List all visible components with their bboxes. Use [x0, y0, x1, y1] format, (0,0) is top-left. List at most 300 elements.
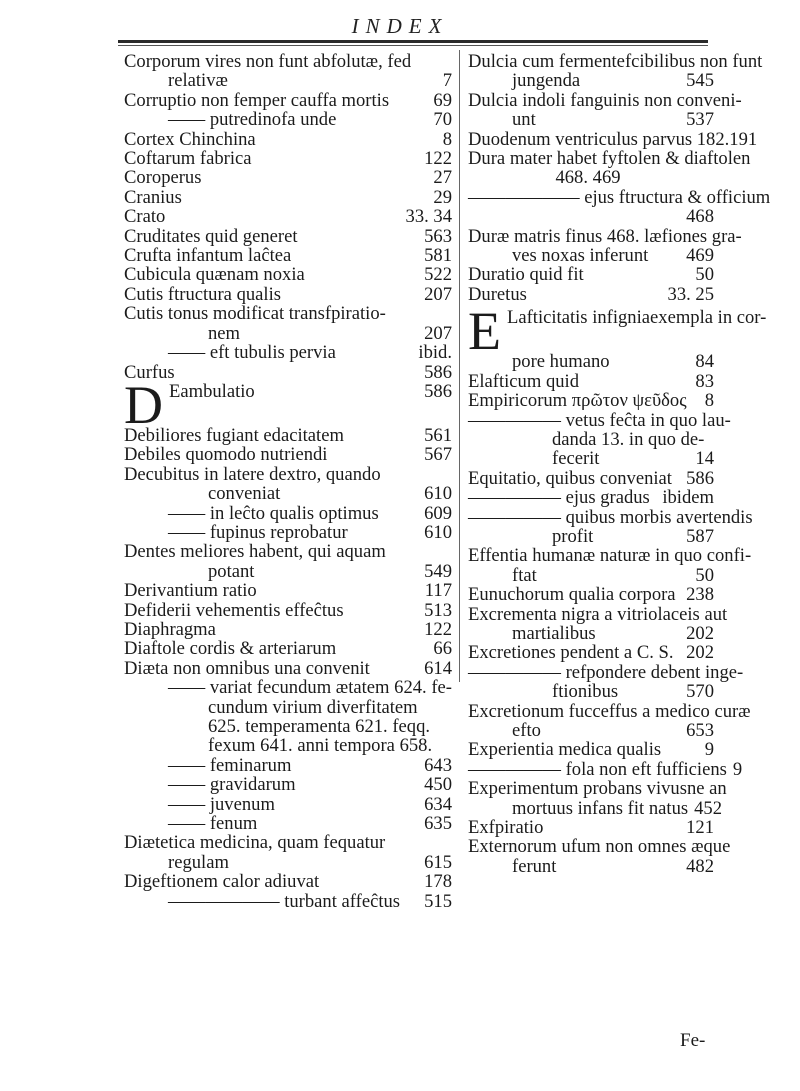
index-term: [512, 246, 648, 265]
index-term-text: Cruditates quid generet: [124, 225, 298, 247]
index-term-text: Eunuchorum qualia corpora: [468, 584, 676, 606]
index-term: [512, 721, 541, 740]
index-term: [124, 130, 256, 149]
page-reference: 33. 34: [405, 206, 452, 228]
index-term-text: jungenda: [512, 70, 581, 92]
index-entry: [468, 661, 744, 683]
index-term-text: Elafticum quid: [468, 370, 580, 392]
index-term: [168, 853, 229, 872]
index-entry: [124, 363, 452, 382]
page-reference: 610: [424, 521, 452, 543]
index-entry: [124, 601, 452, 620]
index-term-text: Eambulatio: [169, 380, 255, 402]
index-entry: [468, 566, 714, 585]
index-term-text: Excretionum fucceffus a medico curæ: [468, 700, 751, 722]
index-term-text: —— fupinus reprobatur: [168, 521, 348, 543]
page-reference: 468: [686, 206, 714, 228]
index-entry: [124, 246, 452, 265]
index-term-text: Experimentum probans vivusne an: [468, 778, 727, 800]
index-term-text: Cortex Chinchina: [124, 128, 256, 150]
page-reference: 615: [424, 851, 452, 873]
page-reference: 587: [686, 525, 714, 547]
index-term: [124, 639, 336, 658]
index-term: [468, 52, 762, 71]
index-term: [168, 814, 257, 833]
index-entry: [124, 426, 452, 445]
index-term-text: Duretus: [468, 283, 527, 305]
index-term-text: Dentes meliores habent, qui aquam: [124, 541, 386, 563]
index-term: [512, 566, 537, 585]
index-term: [468, 372, 579, 391]
index-term: [124, 265, 305, 284]
index-term-text: —— eft tubulis pervia: [168, 342, 336, 364]
page-header: INDEX: [351, 14, 449, 38]
index-term: [512, 71, 580, 90]
index-entry: [124, 795, 452, 814]
page-reference: 561: [424, 424, 452, 446]
index-term-text: potant: [208, 560, 255, 582]
index-entry: [468, 89, 742, 111]
index-term: [124, 833, 385, 852]
index-term: [512, 110, 536, 129]
index-term-text: Effentia humanæ naturæ in quo confi-: [468, 545, 752, 567]
index-term: [552, 682, 618, 701]
index-term: [208, 717, 430, 736]
index-term: [208, 698, 418, 717]
index-term-text: Dulcia indoli fanguinis non conveni-: [468, 89, 742, 111]
page-reference: 178: [424, 871, 452, 893]
index-term: [552, 430, 704, 449]
index-term-text: Derivantium ratio: [124, 580, 257, 602]
page-reference: 643: [424, 754, 452, 776]
index-term-text: —— fenum: [168, 813, 258, 835]
page-reference: 545: [686, 70, 714, 92]
index-term-text: —— juvenum: [168, 793, 275, 815]
page-reference: 570: [686, 681, 714, 703]
index-entry: [124, 110, 452, 129]
index-entry: [124, 639, 452, 658]
index-entry: [468, 624, 714, 643]
page-reference: 563: [424, 225, 452, 247]
index-entry: [124, 52, 452, 71]
index-term: [208, 324, 240, 343]
index-entry: [124, 188, 452, 207]
index-entry: [124, 562, 452, 581]
index-term-text: fexum 641. anni tempora 658.: [208, 735, 433, 757]
index-entry: [468, 836, 731, 858]
index-entry: [468, 265, 714, 284]
page-reference: 586: [424, 380, 452, 402]
index-entry: [468, 148, 751, 170]
page-reference: 8: [704, 390, 714, 412]
page-reference: ibidem: [662, 487, 714, 509]
index-entry: [468, 857, 714, 876]
index-term: [168, 523, 348, 542]
index-term-text: nem: [208, 322, 241, 344]
index-entry: [124, 814, 452, 833]
page-reference: 452: [694, 797, 722, 819]
page-reference: 29: [433, 186, 452, 208]
index-entry: [124, 853, 452, 872]
index-entry: [124, 445, 452, 464]
index-term-text: Diaftole cordis & arteriarum: [124, 638, 337, 660]
index-term: [168, 678, 452, 697]
page-reference: 69: [433, 89, 452, 111]
index-term: [468, 585, 676, 604]
index-entry: [124, 756, 452, 775]
index-term: [124, 168, 201, 187]
index-term: [168, 775, 296, 794]
page-reference: 515: [424, 890, 452, 912]
page-reference: 653: [686, 720, 714, 741]
index-term: [468, 760, 727, 779]
index-entry: [468, 168, 714, 187]
index-term: [168, 110, 336, 129]
index-entry: [468, 207, 714, 226]
page-reference: 469: [686, 245, 714, 267]
index-term-text: Decubitus in latere dextro, quando: [124, 463, 381, 485]
index-entry: [468, 71, 714, 90]
index-term: [124, 426, 344, 445]
index-term-text: Digeftionem calor adiuvat: [124, 871, 320, 893]
index-entry: [124, 149, 452, 168]
index-term: [124, 601, 344, 620]
index-term-text: Cutis ftructura qualis: [124, 283, 281, 305]
index-term-text: Lafticitatis infigniaexempla in cor-: [507, 307, 767, 329]
index-term: [208, 484, 280, 503]
index-term-text: martialibus: [512, 622, 596, 644]
index-term-text: unt: [512, 109, 536, 131]
index-entry: [468, 778, 727, 800]
index-entry: [124, 504, 452, 523]
index-entry: [124, 168, 452, 187]
index-entry: [468, 372, 714, 391]
page-reference: 537: [686, 109, 714, 131]
index-term: [468, 643, 674, 662]
page-reference: 84: [695, 351, 714, 373]
index-term: [468, 837, 730, 856]
page-reference: 9: [732, 758, 743, 780]
index-term: [124, 620, 216, 639]
index-term: [168, 756, 291, 775]
index-term: [124, 542, 386, 561]
index-term: [552, 449, 599, 468]
index-entry: [124, 659, 452, 678]
index-term-text: —— feminarum: [168, 754, 292, 776]
index-entry: [468, 758, 743, 780]
index-term: [512, 799, 688, 818]
index-term: [168, 504, 379, 523]
page-reference: 117: [424, 580, 452, 602]
page-reference: 207: [424, 322, 452, 344]
index-term-text: mortuus infans fit natus: [512, 797, 689, 819]
page-reference: 513: [424, 599, 452, 621]
index-term: [124, 149, 252, 168]
index-term-text: Duratio quid fit: [468, 264, 584, 286]
index-term-text: Curfus: [124, 361, 175, 383]
index-term: [468, 91, 742, 110]
index-term: [124, 188, 182, 207]
index-term-text: Crato: [124, 206, 166, 228]
index-entry: [468, 721, 714, 740]
page-reference: 586: [686, 467, 714, 489]
page-reference: 9: [704, 739, 714, 761]
index-entry: [124, 775, 452, 794]
index-term-text: pore humano: [512, 351, 610, 373]
index-term: [552, 527, 593, 546]
page-reference: 614: [424, 657, 452, 679]
index-entry: [124, 872, 452, 891]
index-entry: [468, 643, 714, 662]
index-term-text: ves noxas inferunt: [512, 245, 649, 267]
index-entry: [124, 91, 452, 110]
index-term-text: Externorum ufum non omnes æque: [468, 836, 731, 858]
index-term-text: ————— vetus feĉta in quo lau-: [468, 409, 731, 431]
index-term-text: ————— ejus gradus: [468, 487, 650, 509]
index-entry: [468, 225, 742, 247]
index-entry: [468, 128, 758, 150]
page-reference: 635: [424, 813, 452, 835]
index-entry: [468, 110, 714, 129]
page-reference: 66: [433, 638, 452, 660]
index-entry: [124, 542, 452, 561]
index-term-text: Defiderii vehementis effeĉtus: [124, 599, 344, 621]
drop-cap-letter: E: [468, 301, 501, 362]
index-entry: [468, 409, 731, 431]
index-term: [468, 188, 770, 207]
index-term-text: 625. temperamenta 621. feqq.: [208, 716, 431, 737]
index-term-text: Debiles quomodo nutriendi: [124, 444, 328, 466]
index-term-text: Cutis tonus modificat transfpiratio-: [124, 303, 386, 325]
index-term-text: relativæ: [168, 70, 228, 92]
index-term-text: Equitatio, quibus conveniat: [468, 467, 672, 489]
index-entry: [124, 833, 452, 852]
index-term: [124, 227, 298, 246]
catchword: Fe-: [680, 1030, 706, 1051]
index-entry: [468, 449, 714, 468]
index-entry: [124, 892, 452, 911]
index-term: [124, 659, 370, 678]
index-term-text: —— in leĉto qualis optimus: [168, 502, 379, 524]
index-term-text: —————— turbant affeĉtus: [168, 890, 401, 912]
page-reference: 586: [424, 361, 452, 383]
index-entry: [468, 469, 714, 488]
index-term-text: Coroperus: [124, 167, 202, 189]
index-entry: [124, 581, 452, 600]
index-entry: [468, 585, 714, 604]
index-entry: [124, 736, 452, 755]
index-entry: [124, 717, 452, 736]
index-entry: [124, 265, 452, 284]
index-term-text: Dura mater habet fyftolen & diaftolen: [468, 148, 751, 170]
index-term: [124, 246, 291, 265]
index-term: [124, 207, 165, 226]
index-term-text: 468. 469: [555, 167, 621, 189]
page-reference: 634: [424, 793, 452, 815]
index-term-text: Corruptio non femper cauffa mortis: [124, 89, 390, 111]
index-term: [468, 411, 731, 430]
page-reference: 522: [424, 264, 452, 286]
index-entry: [468, 391, 714, 410]
page-reference: 549: [424, 560, 452, 582]
index-term: [512, 352, 610, 371]
index-term: [512, 624, 596, 643]
index-entry: [468, 527, 714, 546]
index-term: [468, 663, 743, 682]
index-entry: [468, 246, 714, 265]
index-term: [124, 581, 257, 600]
index-entry: [468, 700, 751, 722]
page-reference: 83: [695, 370, 714, 392]
header-rule: [118, 40, 708, 43]
right-column: [468, 51, 771, 877]
page-reference: 202: [686, 642, 714, 664]
index-term: [168, 795, 275, 814]
page-reference: 8: [442, 128, 452, 150]
page-reference: 202: [686, 622, 714, 644]
column-divider: [459, 50, 460, 682]
index-entry: [468, 186, 771, 208]
index-entry: [124, 227, 452, 246]
index-term-text: —— gravidarum: [168, 774, 296, 796]
page-reference: 33. 25: [667, 283, 714, 305]
index-term-text: fecerit: [552, 448, 600, 470]
page-reference: 122: [424, 618, 452, 640]
index-entry: [468, 51, 763, 72]
page-reference: 70: [433, 109, 452, 131]
index-term: [468, 605, 727, 624]
index-entry: [468, 506, 753, 528]
index-term-text: Cubicula quænam noxia: [124, 264, 305, 286]
index-term: [208, 736, 432, 755]
page-reference: 581: [424, 245, 452, 267]
index-entry: [468, 285, 714, 304]
index-term: [124, 91, 389, 110]
index-term: [124, 285, 281, 304]
index-term-text: Duodenum ventriculus parvus 182.191: [468, 128, 758, 150]
index-term-text: Corporum vires non funt abfolutæ, fed: [124, 51, 412, 72]
index-term-text: —— variat fecundum ætatem 624. fe-: [168, 677, 452, 699]
page-reference: 27: [433, 167, 452, 189]
page-reference: 7: [442, 70, 452, 92]
index-term-text: efto: [512, 720, 541, 741]
drop-cap-letter: D: [124, 374, 163, 435]
index-term-text: Exfpiratio: [468, 817, 544, 839]
index-term-text: —— putredinofa unde: [168, 109, 337, 131]
index-term-text: danda 13. in quo de-: [552, 428, 705, 450]
index-term: [168, 71, 228, 90]
header-rule-thin: [118, 45, 708, 46]
page-reference: 609: [424, 502, 452, 524]
index-entry: [468, 797, 722, 819]
page-reference: 567: [424, 444, 452, 466]
index-entry: [468, 603, 728, 625]
page-reference: 610: [424, 483, 452, 505]
index-entry: [124, 523, 452, 542]
page-reference: 50: [695, 264, 714, 286]
index-term: [468, 508, 753, 527]
page-reference: 14: [695, 448, 714, 470]
index-term-text: ferunt: [512, 855, 557, 877]
index-term: [468, 488, 650, 507]
index-entry: [124, 678, 452, 697]
index-term-text: Excrementa nigra a vitriolaceis aut: [468, 603, 728, 625]
index-entry: [124, 71, 452, 90]
index-term-text: ftionibus: [552, 681, 619, 703]
index-term: [124, 465, 381, 484]
index-term: [124, 52, 411, 71]
index-term-text: conveniat: [208, 483, 281, 505]
index-term: [468, 469, 672, 488]
index-term: [512, 857, 556, 876]
index-term-text: cundum virium diverfitatem: [208, 696, 418, 718]
page-reference: 207: [424, 283, 452, 305]
index-term: [124, 374, 255, 435]
index-term: [468, 149, 750, 168]
index-entry: [468, 488, 714, 507]
index-term: [468, 702, 751, 721]
index-entry: [124, 698, 452, 717]
index-entry: [124, 130, 452, 149]
index-term-text: ftat: [512, 564, 537, 586]
index-term: [468, 818, 543, 837]
page-reference: ibid.: [418, 342, 452, 364]
left-column: [124, 52, 452, 911]
index-term-text: Diæta non omnibus una convenit: [124, 657, 370, 679]
index-term-text: Diætetica medicina, quam fequatur: [124, 832, 386, 854]
index-term: [124, 445, 327, 464]
index-entry: [124, 285, 452, 304]
index-term: [124, 304, 386, 323]
index-entry: [124, 620, 452, 639]
page-reference: 50: [695, 564, 714, 586]
index-term-text: Diaphragma: [124, 618, 216, 640]
index-term: [124, 872, 319, 891]
index-entry: [468, 818, 714, 837]
index-term-text: ————— quibus morbis avertendis: [468, 506, 753, 528]
index-term-text: Crufta infantum laĉtea: [124, 245, 292, 267]
index-term-text: Dulcia cum fermentefcibilibus non funt: [468, 51, 763, 72]
index-term: [468, 740, 661, 759]
index-term-text: Cranius: [124, 186, 182, 208]
page-reference: 122: [424, 148, 452, 170]
index-term: [208, 562, 254, 581]
index-term-text: Experientia medica qualis: [468, 739, 662, 761]
index-term-text: Coftarum fabrica: [124, 148, 252, 170]
index-entry: [124, 324, 452, 343]
index-term: [468, 130, 757, 149]
index-term-text: profit: [552, 525, 594, 547]
index-entry: [124, 484, 452, 503]
index-entry: [124, 343, 452, 362]
index-term: [468, 265, 584, 284]
index-entry: [468, 430, 714, 449]
index-term-text: Excretiones pendent a C. S.: [468, 642, 674, 664]
index-entry: [468, 740, 714, 759]
page-reference: 238: [686, 584, 714, 606]
index-term-text: Duræ matris finus 468. læfiones gra-: [468, 225, 742, 247]
index-entry: [124, 207, 452, 226]
index-entry: [124, 304, 452, 323]
index-entry: [468, 545, 752, 567]
page-reference: 482: [686, 855, 714, 877]
index-term-text: ————— refpondere debent inge-: [468, 661, 744, 683]
index-term-text: ————— fola non eft fufficiens: [468, 758, 727, 780]
index-term: [168, 892, 400, 911]
index-term-text: Debiliores fugiant edacitatem: [124, 424, 344, 446]
index-entry: [468, 352, 714, 371]
index-entry: [468, 682, 714, 701]
